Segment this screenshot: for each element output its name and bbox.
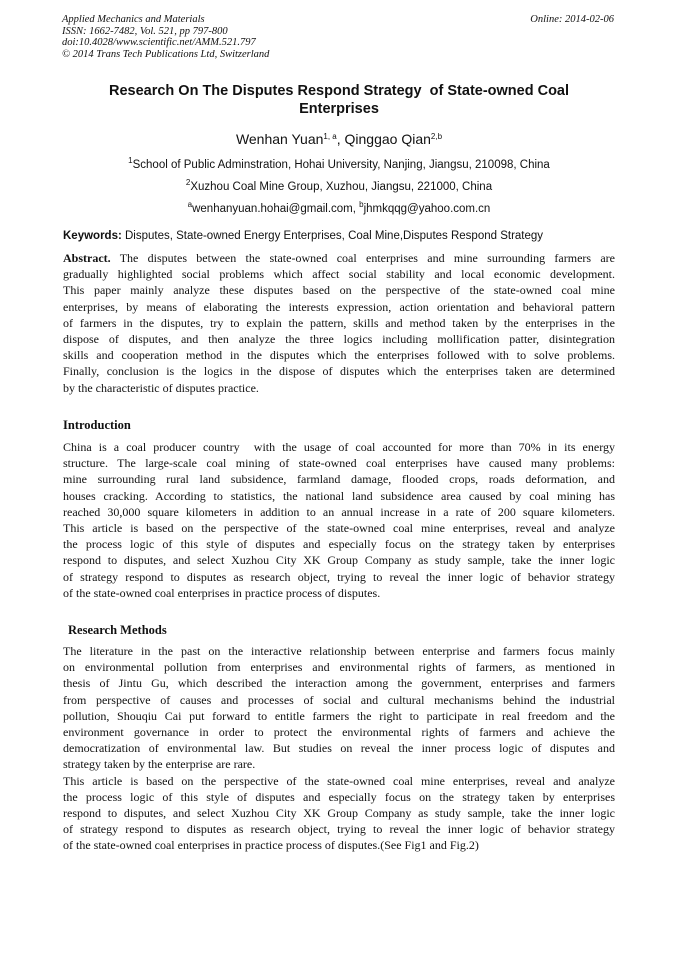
email-line xyxy=(0,202,678,216)
intro-line: of the state-owned coal enterprises in practice process of disputes. xyxy=(63,585,381,600)
abstract-line: by the characteristic of disputes practice. xyxy=(63,380,259,395)
methods-line: environment governance in order to protect the environmental rights of farmers and achieve the xyxy=(63,725,615,740)
methods-line: strategy taken by the enterprise are rare. xyxy=(63,757,256,772)
affiliation-2 xyxy=(0,180,678,194)
journal-doi: doi:10.4028/www.scientific.net/AMM.521.797 xyxy=(62,37,256,48)
author-2: Qinggao Qian xyxy=(344,131,431,147)
title-line-2: Enterprises xyxy=(299,101,379,117)
online-date: Online: 2014-02-06 xyxy=(530,14,614,25)
intro-line: reached 30,000 square kilometers in addition to an annual increase in a rate of 200 square kilometers. xyxy=(63,504,615,519)
abstract-line xyxy=(63,250,615,266)
affiliation-1 xyxy=(0,158,678,172)
abstract-line: Finally, conclusion is the logics in the dispose of disputes which the enterprises taken are determined xyxy=(63,364,615,379)
methods-line: thesis of Jintu Gu, which described the interaction among the government, enterprises and farmers xyxy=(63,676,615,691)
introduction-heading: Introduction xyxy=(63,418,131,432)
methods-line: pollution, Shouqiu Cai put forward to entitle farmers the right to participate in real freedom and the xyxy=(63,708,615,723)
journal-header xyxy=(62,14,269,60)
methods-line: respond to disputes, and select Xuzhou City XK Group Company as study sample, take the inner logic xyxy=(63,806,615,821)
email-b-marker: b xyxy=(359,200,364,209)
title-line-1: Research On The Disputes Respond Strategy of State-owned Coal xyxy=(108,83,570,99)
intro-line: China is a coal producer country with the usage of coal accounted for more than 70% in its energy xyxy=(63,440,615,454)
intro-line: This article is based on the perspective of the state-owned coal mine enterprises, reveal and analyze xyxy=(63,521,615,536)
author-2-marker: 2,b xyxy=(430,132,443,141)
paper-title xyxy=(70,82,608,118)
keywords-text: Disputes, State-owned Energy Enterprises, Coal Mine,Disputes Respond Strategy xyxy=(121,230,544,242)
abstract-line: dispose of disputes, and then analyze the three logics including mollification patter, disintegration xyxy=(63,332,615,347)
email-a[interactable]: wenhanyuan.hohai@gmail.com, xyxy=(192,203,360,215)
email-a-marker: a xyxy=(187,200,193,209)
abstract-line: This paper mainly analyze these disputes based on the perspective of the state-owned coal mine xyxy=(63,283,615,298)
methods-line: from perspective of causes and processes of social and cultural mechanisms behind the industrial xyxy=(63,692,615,707)
research-methods-body xyxy=(63,643,615,854)
methods-line: the process logic of this style of disputes and especially focus on the strategy taken by enterprises xyxy=(63,789,615,804)
intro-line: structure. The large-scale coal mining of state-owned coal enterprises have caused many problems: xyxy=(63,456,615,471)
intro-line: mine surrounding rural land subsidence, farmland damage, flooded crops, roads deformation, and xyxy=(63,472,615,487)
journal-name: Applied Mechanics and Materials xyxy=(62,14,205,25)
affiliation-2-text: Xuzhou Coal Mine Group, Xuzhou, Jiangsu, 221000, China xyxy=(190,181,493,193)
author-separator: , xyxy=(336,131,345,147)
methods-line: democratization of environmental law. But studies on reveal the inner process logic of disputes and xyxy=(63,741,615,756)
intro-line: the process logic of this style of disputes and especially focus on the strategy taken by enterprises xyxy=(63,537,615,552)
methods-line: on environmental pollution from enterprises and environmental rights of farmers, as mentioned in xyxy=(63,660,615,675)
author-1: Wenhan Yuan xyxy=(235,131,324,147)
keywords-label: Keywords: xyxy=(63,230,122,242)
methods-line: of strategy respond to disputes as research object, trying to reveal the inner logic of behavior strategy xyxy=(63,822,615,837)
keywords xyxy=(63,229,615,243)
methods-line: The literature in the past on the interactive relationship between enterprise and farmers focus mainly xyxy=(63,644,615,658)
abstract-line: skills and cooperation method in the disputes which the enterprises followed with to solve problems. xyxy=(63,348,615,363)
abstract-first-line-text: The disputes between the state-owned coal enterprises and mine surrounding farmers are xyxy=(110,251,615,265)
research-methods-heading: Research Methods xyxy=(68,623,167,637)
methods-line: This article is based on the perspective of the state-owned coal mine enterprises, reveal and analyze xyxy=(63,773,615,788)
abstract-line: enterprises, by means of elaborating the interests expression, action orientation and behavioral pattern xyxy=(63,299,615,314)
introduction-body xyxy=(63,439,615,601)
intro-line: respond to disputes, and select Xuzhou City XK Group Company as study sample, take the inner logic xyxy=(63,553,615,568)
abstract-label: Abstract. xyxy=(63,251,111,265)
abstract-line: gradually highlighted social problems which affect social stability and local economic development. xyxy=(63,267,615,282)
journal-copyright: © 2014 Trans Tech Publications Ltd, Switzerland xyxy=(62,48,270,60)
intro-line: of strategy respond to disputes as research object, trying to reveal the inner logic of behavior strategy xyxy=(63,569,615,584)
email-b[interactable]: jhmkqqg@yahoo.com.cn xyxy=(363,203,491,215)
abstract xyxy=(63,250,615,396)
intro-line: houses cracking. According to statistics, the national land subsidence area caused by coal mining has xyxy=(63,488,615,503)
affiliation-2-marker: 2 xyxy=(185,178,191,187)
affiliation-1-text: School of Public Adminstration, Hohai University, Nanjing, Jiangsu, 210098, China xyxy=(132,159,550,171)
author-1-marker: 1, a xyxy=(323,132,337,141)
affiliation-1-marker: 1 xyxy=(128,156,133,165)
journal-issn: ISSN: 1662-7482, Vol. 521, pp 797-800 xyxy=(62,25,228,37)
abstract-line: of farmers in the disputes, try to explain the pattern, skills and method taken by the enterprises in the xyxy=(63,315,615,330)
methods-line: of the state-owned coal enterprises in practice process of disputes.(See Fig1 and Fig.2) xyxy=(63,838,479,853)
author-list xyxy=(0,130,678,148)
